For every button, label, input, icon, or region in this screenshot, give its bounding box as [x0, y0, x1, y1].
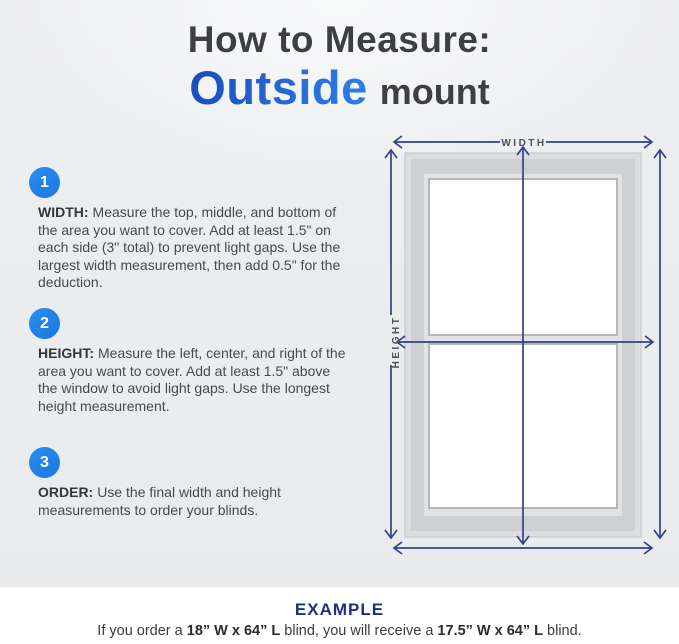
height-arrow-right	[654, 150, 666, 538]
example-suffix: blind.	[543, 623, 582, 639]
step-3-text: Use the final width and height measurements to order your blinds.	[38, 484, 281, 518]
step-2-text: Measure the left, center, and right of the area you want to cover. Add at least 1.5" above the window to avoid light gaps. Use the longest height measurement.	[38, 345, 346, 414]
step-3-number-badge: 3	[29, 447, 60, 478]
step-3	[28, 447, 378, 519]
title-line2	[0, 60, 679, 114]
step-2	[28, 308, 378, 415]
example-sentence	[0, 623, 679, 639]
step-1-paragraph	[38, 204, 346, 292]
step-1-number-badge: 1	[29, 167, 60, 198]
height-label: HEIGHT	[391, 315, 402, 369]
page-title	[0, 20, 679, 114]
step-1	[28, 167, 378, 292]
step-3-label: ORDER:	[38, 484, 94, 500]
title-suffix-mount: mount	[379, 70, 490, 112]
example-heading: EXAMPLE	[294, 600, 385, 619]
step-2-label: HEIGHT:	[38, 345, 94, 361]
window-measurement-diagram	[380, 130, 672, 570]
step-2-number-badge: 2	[29, 308, 60, 339]
example-prefix: If you order a	[97, 623, 187, 639]
step-1-text: Measure the top, middle, and bottom of the area you want to cover. Add at least 1.5" on each side (3" total) to prevent light gaps. Use the largest width measurement, then add 0.5" for the deduction.	[38, 204, 341, 290]
step-2-paragraph	[38, 345, 346, 415]
example-ordered-size: 18” W x 64” L	[186, 623, 281, 639]
step-1-label: WIDTH:	[38, 204, 89, 220]
step-3-paragraph	[38, 484, 346, 519]
example-footer	[0, 587, 679, 644]
example-received-size: 17.5” W x 64” L	[437, 623, 543, 639]
title-line1: How to Measure:	[187, 19, 492, 60]
example-middle: blind, you will receive a	[280, 623, 438, 639]
title-highlight-outside: Outside	[189, 60, 368, 114]
width-label: WIDTH	[501, 138, 547, 149]
